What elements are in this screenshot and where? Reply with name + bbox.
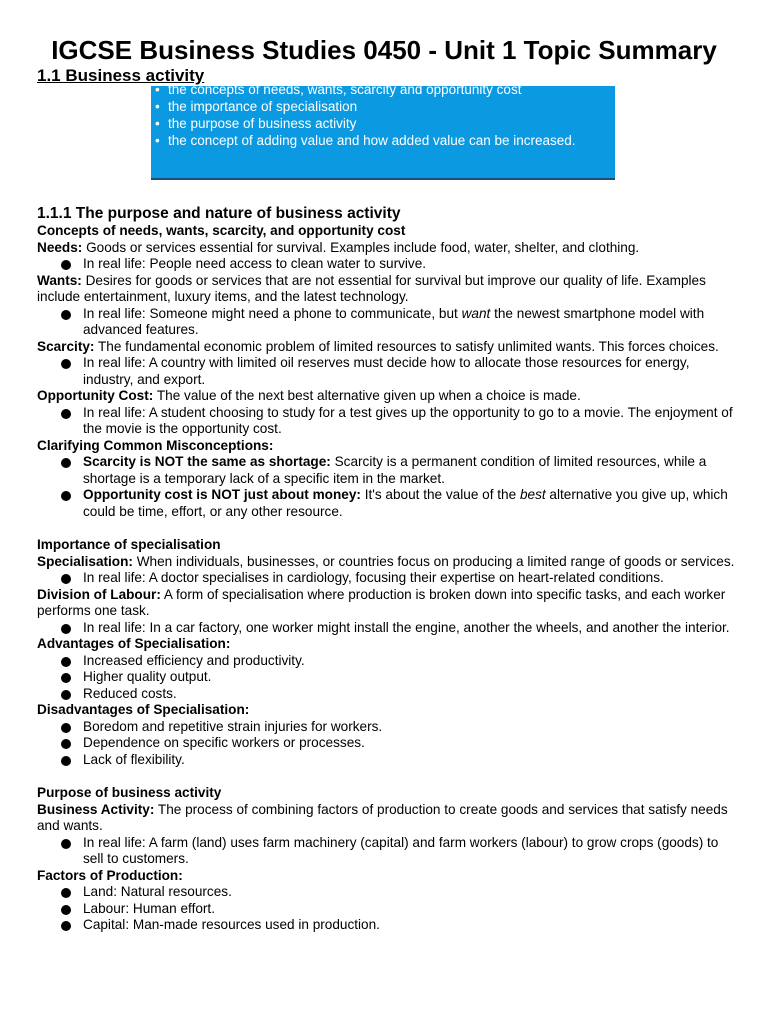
bullet-icon (61, 409, 71, 419)
bullet-icon (61, 491, 71, 501)
scarcity-term: Scarcity: (37, 338, 95, 354)
bullet-icon (61, 657, 71, 667)
specialisation-definition: Specialisation: When individuals, businesses, or countries focus on producing a limited range of goods or services. (37, 553, 735, 569)
business-activity-example: In real life: A farm (land) uses farm machinery (capital) and farm workers (labour) to grow crops (goods) to sell to customers. (37, 835, 737, 868)
objective-item: • the concept of adding value and how added value can be increased. (155, 133, 576, 148)
needs-definition: Needs: Goods or services essential for survival. Examples include food, water, shelter, and clothing. (37, 239, 640, 255)
opportunity-cost-example: In real life: A student choosing to study for a test gives up the opportunity to go to a movie. The enjoyment of the movie is the opportunity cost. (37, 405, 737, 438)
bullet-icon: • (155, 99, 160, 114)
disadvantage-item: Dependence on specific workers or processes. (37, 735, 737, 752)
factor-item: Capital: Man-made resources used in production. (37, 917, 737, 934)
objective-item: • the importance of specialisation (155, 99, 358, 114)
disadvantage-item: Boredom and repetitive strain injuries for workers. (37, 719, 737, 736)
spacer (37, 768, 737, 785)
bullet-icon (61, 905, 71, 915)
bullet-icon (61, 739, 71, 749)
bullet-icon: • (155, 133, 160, 148)
bullet-icon (61, 756, 71, 766)
wants-term: Wants: (37, 272, 82, 288)
opportunity-cost-term: Opportunity Cost: (37, 388, 154, 403)
bullet-icon: • (155, 86, 160, 97)
bullet-icon (61, 458, 71, 468)
bullet-icon (61, 574, 71, 584)
spacer (37, 520, 737, 537)
scarcity-example: In real life: A country with limited oil reserves must decide how to allocate those resources for energy, industry, and export. (37, 355, 737, 388)
bullet-icon (61, 359, 71, 369)
specialisation-heading: Importance of specialisation (37, 537, 221, 552)
concepts-heading: Concepts of needs, wants, scarcity, and opportunity cost (37, 223, 406, 238)
objective-item: • the purpose of business activity (155, 116, 357, 131)
specialisation-example: In real life: A doctor specialises in cardiology, focusing their expertise on heart-related conditions. (37, 570, 737, 587)
bullet-icon (61, 723, 71, 733)
purpose-heading: Purpose of business activity (37, 785, 222, 800)
advantages-heading: Advantages of Specialisation: (37, 636, 231, 651)
objective-item: • the concepts of needs, wants, scarcity and opportunity cost (151, 86, 607, 98)
misconception-item: Opportunity cost is NOT just about money: It's about the value of the best alternative you give up, which could be time, effort, or any other resource. (37, 487, 737, 520)
bullet-icon (61, 690, 71, 700)
document-title: IGCSE Business Studies 0450 - Unit 1 Topic Summary (51, 35, 717, 65)
factor-item: Land: Natural resources. (37, 884, 737, 901)
division-of-labour-definition: Division of Labour: A form of specialisation where production is broken down into specific tasks, and each worker performs one task. (37, 586, 726, 618)
business-activity-definition: Business Activity: The process of combining factors of production to create goods and services that satisfy needs and wants. (37, 801, 728, 833)
section-heading: 1.1 Business activity (37, 66, 205, 85)
misconceptions-heading: Clarifying Common Misconceptions: (37, 437, 274, 453)
bullet-icon (61, 624, 71, 634)
bullet-icon (61, 260, 71, 270)
advantage-item: Increased efficiency and productivity. (37, 653, 737, 670)
misconception-item: Scarcity is NOT the same as shortage: Scarcity is a permanent condition of limited resources, while a shortage is a temporary lack of a specific item in the market. (37, 454, 737, 487)
bullet-icon (61, 839, 71, 849)
bullet-icon: • (155, 116, 160, 131)
factor-item: Labour: Human effort. (37, 901, 737, 918)
needs-example: In real life: People need access to clean water to survive. (37, 256, 737, 273)
division-of-labour-example: In real life: In a car factory, one worker might install the engine, another the wheels, and another the interior. (37, 620, 737, 637)
opportunity-cost-definition: Opportunity Cost: The value of the next best alternative given up when a choice is made. (37, 388, 581, 403)
factors-heading: Factors of Production: (37, 867, 183, 883)
objectives-list (151, 86, 607, 149)
scarcity-definition: Scarcity: The fundamental economic problem of limited resources to satisfy unlimited wants. This forces choices. (37, 338, 719, 354)
disadvantage-item: Lack of flexibility. (37, 752, 737, 769)
bullet-icon (61, 888, 71, 898)
subsection-heading: 1.1.1 The purpose and nature of business activity (37, 205, 401, 222)
advantage-item: Higher quality output. (37, 669, 737, 686)
objectives-box (151, 86, 615, 180)
disadvantages-heading: Disadvantages of Specialisation: (37, 702, 250, 717)
advantage-item: Reduced costs. (37, 686, 737, 703)
bullet-icon (61, 921, 71, 931)
wants-definition: Wants: Desires for goods or services that are not essential for survival but improve our quality of life. Examples include entertainment, luxury items, and the latest technology. (37, 272, 706, 304)
bullet-icon (61, 673, 71, 683)
document-body (37, 204, 737, 934)
bullet-icon (61, 310, 71, 320)
needs-term: Needs: (37, 239, 83, 255)
wants-example: In real life: Someone might need a phone to communicate, but want the newest smartphone model with advanced features. (37, 306, 737, 339)
